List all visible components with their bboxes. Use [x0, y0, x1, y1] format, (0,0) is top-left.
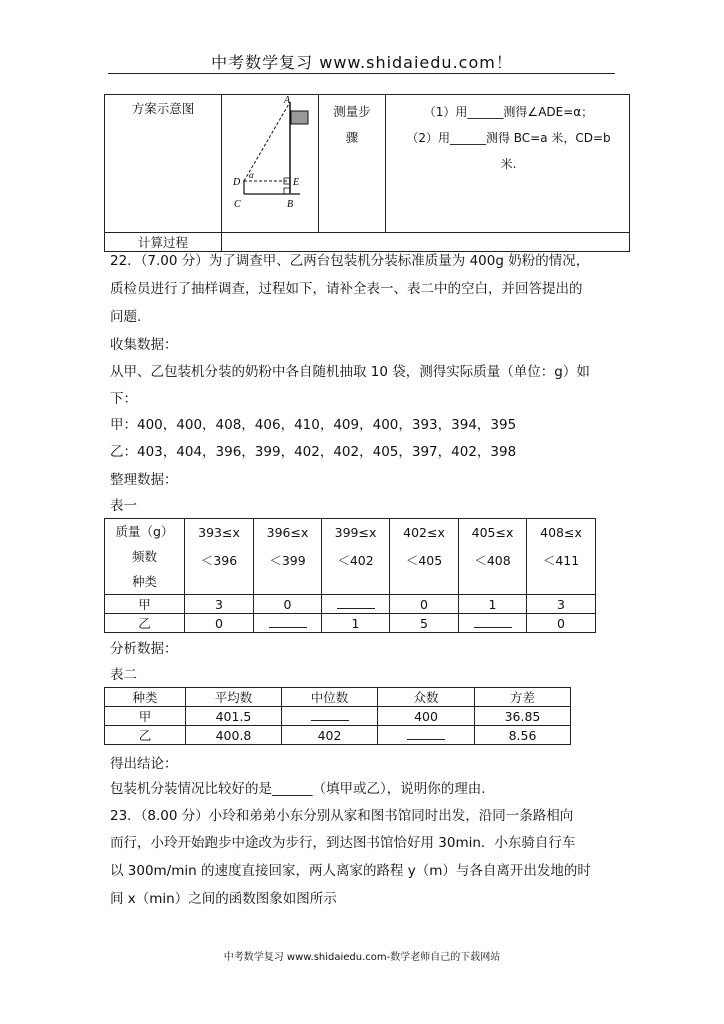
table2-row-jia [105, 707, 571, 726]
corner-frequency: 频数 [131, 549, 157, 564]
collect-line-2: 下： [110, 391, 137, 407]
label-alpha: α [249, 170, 254, 180]
page-header: 中考数学复习 www.shidaiedu.com！ [211, 53, 513, 72]
table2-header-row [105, 688, 571, 707]
range-header: 399≤x ＜402 [322, 519, 390, 595]
blank-line[interactable] [474, 615, 512, 628]
table1-row-yi [105, 614, 596, 633]
q23-line-4: 间 x（min）之间的函数图象如图所示 [110, 891, 337, 907]
calc-label: 计算过程 [137, 235, 188, 250]
row-label: 甲 [105, 707, 186, 726]
blank-cell[interactable] [322, 595, 390, 614]
conclusion-title: 得出结论： [110, 756, 178, 772]
table1-corner [105, 519, 185, 595]
blank-line[interactable] [407, 727, 445, 740]
steps-cell [386, 95, 630, 233]
diagram-cell [222, 95, 319, 233]
table-cell: 1 [322, 614, 390, 633]
table-cell: 0 [185, 614, 254, 633]
table-cell: 8.56 [475, 726, 571, 745]
step-2b: 米. [500, 157, 517, 171]
analyze-title: 分析数据： [110, 641, 178, 657]
table-cell: 400 [378, 707, 475, 726]
table1-row-jia [105, 595, 596, 614]
blank-line[interactable] [269, 615, 307, 628]
range-header: 393≤x ＜396 [185, 519, 254, 595]
column-header: 众数 [378, 688, 475, 707]
table2-row-yi [105, 726, 571, 745]
table-cell: 0 [254, 595, 322, 614]
step-2a: （2）用______测得 BC=a 米，CD=b [406, 131, 611, 145]
blank-line[interactable] [337, 596, 375, 609]
scheme-table [104, 94, 630, 252]
blank-cell[interactable] [282, 707, 378, 726]
range-header: 396≤x ＜399 [254, 519, 322, 595]
q23-line-3: 以 300m/min 的速度直接回家，两人离家的路程 y（m）与各自离开出发地的时 [110, 863, 591, 879]
diagram-label: 方案示意图 [131, 101, 195, 116]
table1-title: 表一 [110, 498, 137, 514]
steps-label-cell [319, 95, 386, 233]
step-1: （1）用______测得∠ADE=α； [423, 105, 594, 119]
table-cell: 36.85 [475, 707, 571, 726]
collect-line-1: 从甲、乙包装机分装的奶粉中各自随机抽取 10 袋，测得实际质量（单位：g）如 [110, 364, 590, 380]
table-cell: 0 [390, 595, 459, 614]
collect-title: 收集数据： [110, 337, 178, 353]
range-header: 402≤x ＜405 [390, 519, 459, 595]
table-cell: 401.5 [186, 707, 282, 726]
label-c: C [234, 199, 241, 210]
row-label: 乙 [105, 726, 186, 745]
q22-intro-1: 22．（7.00 分）为了调查甲、乙两台包装机分装标准质量为 400g 奶粉的情况， [110, 253, 590, 269]
measurement-diagram [222, 95, 318, 213]
label-a: A [284, 95, 291, 106]
row-label: 乙 [105, 614, 185, 633]
organize-title: 整理数据： [110, 472, 178, 488]
jia-data: 甲：400，400，408，406，410，409，400，393，394，395 [110, 417, 517, 433]
page-footer: 中考数学复习 www.shidaiedu.com-数学老师自己的下载网站 [223, 952, 501, 963]
conclusion-text: 包装机分装情况比较好的是______（填甲或乙），说明你的理由. [110, 781, 486, 797]
table-cell: 3 [185, 595, 254, 614]
q22-intro-3: 问题. [110, 309, 142, 325]
diagram-label-cell [105, 95, 222, 233]
table2-title: 表二 [110, 667, 137, 683]
blank-line[interactable] [311, 708, 349, 721]
table-cell: 5 [390, 614, 459, 633]
corner-type: 种类 [131, 574, 157, 589]
yi-data: 乙：403，404，396，399，402，402，405，397，402，398 [110, 444, 517, 460]
q23-line-1: 23．（8.00 分）小玲和弟弟小东分别从家和图书馆同时出发，沿同一条路相向 [110, 808, 574, 824]
range-header: 408≤x ＜411 [527, 519, 596, 595]
column-header: 种类 [105, 688, 186, 707]
blank-cell[interactable] [254, 614, 322, 633]
table-cell: 0 [527, 614, 596, 633]
row-label: 甲 [105, 595, 185, 614]
frequency-table [104, 518, 596, 633]
column-header: 中位数 [282, 688, 378, 707]
table-cell: 400.8 [186, 726, 282, 745]
table-cell: 402 [282, 726, 378, 745]
label-e: E [293, 177, 300, 188]
steps-label-line1: 测量步 [333, 104, 371, 119]
column-header: 方差 [475, 688, 571, 707]
label-b: B [287, 199, 294, 210]
steps-label-line2: 骤 [345, 130, 359, 145]
label-d: D [233, 177, 241, 188]
corner-quality: 质量（g） [115, 524, 174, 539]
table-cell: 1 [459, 595, 527, 614]
blank-cell[interactable] [459, 614, 527, 633]
column-header: 平均数 [186, 688, 282, 707]
blank-cell[interactable] [378, 726, 475, 745]
header-divider [108, 73, 615, 74]
range-header: 405≤x ＜408 [459, 519, 527, 595]
statistics-table [104, 687, 571, 745]
table-cell: 3 [527, 595, 596, 614]
q22-intro-2: 质检员进行了抽样调查，过程如下，请补全表一、表二中的空白，并回答提出的 [110, 281, 583, 297]
q23-line-2: 而行，小玲开始跑步中途改为步行，到达图书馆恰好用 30min．小东骑自行车 [110, 835, 576, 851]
